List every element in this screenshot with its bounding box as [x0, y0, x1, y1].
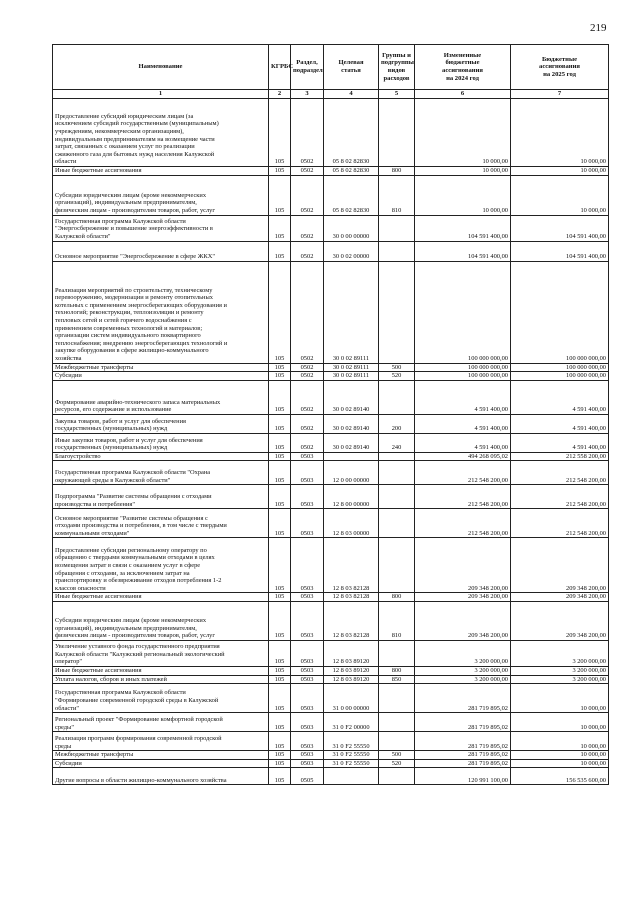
column-number: 4 — [324, 90, 379, 99]
row-target: 12 8 03 82128 — [324, 593, 379, 602]
row-group: 520 — [379, 759, 415, 768]
row-amount-2025: 10 000,00 — [511, 732, 609, 751]
row-amount-2025: 10 000,00 — [511, 751, 609, 760]
row-section: 0502 — [291, 433, 324, 452]
header-target: Целевая статья — [324, 45, 379, 90]
row-group — [379, 768, 415, 785]
column-number: 3 — [291, 90, 324, 99]
row-section: 0503 — [291, 684, 324, 713]
row-amount-2024: 4 591 400,00 — [415, 380, 511, 414]
row-ktrbs: 105 — [269, 215, 291, 241]
row-amount-2024: 281 719 895,02 — [415, 684, 511, 713]
row-name: Иные бюджетные ассигнования — [53, 593, 269, 602]
row-name: Субсидии — [53, 759, 269, 768]
column-number: 1 — [53, 90, 269, 99]
row-name: Закупка товаров, работ и услуг для обеспечения государственных (муниципальных) нужд — [53, 414, 269, 433]
row-group: 810 — [379, 601, 415, 640]
row-section: 0503 — [291, 538, 324, 593]
row-amount-2025: 100 000 000,00 — [511, 363, 609, 372]
row-section: 0503 — [291, 751, 324, 760]
row-section: 0503 — [291, 601, 324, 640]
row-ktrbs: 105 — [269, 538, 291, 593]
row-section: 0502 — [291, 99, 324, 167]
row-amount-2024: 212 548 200,00 — [415, 509, 511, 538]
row-amount-2025: 10 000,00 — [511, 713, 609, 732]
row-section: 0502 — [291, 372, 324, 381]
row-section: 0503 — [291, 485, 324, 509]
row-target: 12 8 03 89120 — [324, 675, 379, 684]
row-group: 200 — [379, 414, 415, 433]
row-ktrbs: 105 — [269, 175, 291, 215]
table-row — [53, 675, 609, 684]
row-ktrbs: 105 — [269, 732, 291, 751]
table-row — [53, 640, 609, 666]
table-row — [53, 372, 609, 381]
row-group: 850 — [379, 675, 415, 684]
row-section: 0503 — [291, 452, 324, 461]
row-ktrbs: 105 — [269, 433, 291, 452]
row-section: 0503 — [291, 713, 324, 732]
row-section: 0502 — [291, 261, 324, 363]
row-amount-2024: 120 991 100,00 — [415, 768, 511, 785]
row-ktrbs: 105 — [269, 380, 291, 414]
row-amount-2025: 104 591 400,00 — [511, 215, 609, 241]
row-target: 12 0 00 00000 — [324, 461, 379, 485]
row-group — [379, 461, 415, 485]
table-row — [53, 601, 609, 640]
row-group — [379, 215, 415, 241]
row-amount-2024: 104 591 400,00 — [415, 241, 511, 261]
row-amount-2024: 281 719 895,02 — [415, 732, 511, 751]
row-name: Предоставление субсидии региональному оператору по обращению с твердыми коммунальными отходами в целях возмещения затрат в связи с оказанием услуг в сфере обращения с отходами, за исключением затрат на транспортировку и обезвреживание отходов потребления 1-2 классов опасности — [53, 538, 269, 593]
column-number: 2 — [269, 90, 291, 99]
row-group — [379, 538, 415, 593]
row-amount-2024: 212 548 200,00 — [415, 485, 511, 509]
table-row — [53, 593, 609, 602]
row-name: Государственная программа Калужской области "Охрана окружающей среды в Калужской области" — [53, 461, 269, 485]
row-group — [379, 261, 415, 363]
table-row — [53, 713, 609, 732]
row-section: 0503 — [291, 732, 324, 751]
table-row — [53, 261, 609, 363]
header-ktrbs: КГРБС — [269, 45, 291, 90]
row-group — [379, 99, 415, 167]
row-group: 500 — [379, 751, 415, 760]
row-amount-2024: 100 000 000,00 — [415, 261, 511, 363]
table-row — [53, 509, 609, 538]
row-ktrbs: 105 — [269, 713, 291, 732]
row-amount-2024: 104 591 400,00 — [415, 215, 511, 241]
row-name: Межбюджетные трансферты — [53, 751, 269, 760]
row-name: Государственная программа Калужской области "Энергосбережение и повышение энергоэффективности в Калужской области" — [53, 215, 269, 241]
row-target — [324, 768, 379, 785]
row-group — [379, 713, 415, 732]
row-name: Основное мероприятие "Энергосбережение в сфере ЖКХ" — [53, 241, 269, 261]
row-name: Предоставление субсидий юридическим лицам (за исключением субсидий государственным (муниципальным) учреждениям, некоммерческим организациям), индивидуальным предпринимателям на возмещение части затрат, связанных с оказанием услуг по реализации сжиженного газа для бытовых нужд населения Калужской области — [53, 99, 269, 167]
row-group: 240 — [379, 433, 415, 452]
row-name: Межбюджетные трансферты — [53, 363, 269, 372]
row-amount-2024: 100 000 000,00 — [415, 363, 511, 372]
row-amount-2025: 4 591 400,00 — [511, 380, 609, 414]
row-target: 30 0 02 89140 — [324, 380, 379, 414]
row-ktrbs: 105 — [269, 261, 291, 363]
row-ktrbs: 105 — [269, 167, 291, 176]
row-target: 05 8 02 82830 — [324, 175, 379, 215]
row-section: 0503 — [291, 666, 324, 675]
table-row — [53, 175, 609, 215]
row-section: 0502 — [291, 414, 324, 433]
row-name: Реализация мероприятий по строительству, техническому перевооружению, модернизации и ремонту отопительных котельных с применением энергосберегающих оборудования и технологий; реконструкции, теплоизоляции и ремонту тепловых сетей и сетей горячего водоснабжения с применением современных технологий и материалов; организации систем индивидуального поквартирного теплоснабжения; внедрению энергосберегающих технологий и закупке оборудования в сфере жилищно-коммунального хозяйства — [53, 261, 269, 363]
row-ktrbs: 105 — [269, 593, 291, 602]
row-ktrbs: 105 — [269, 751, 291, 760]
row-name: Субсидии — [53, 372, 269, 381]
table-row — [53, 751, 609, 760]
row-ktrbs: 105 — [269, 675, 291, 684]
row-name: Региональный проект "Формирование комфортной городской среды" — [53, 713, 269, 732]
table-body — [53, 99, 609, 785]
row-target: 12 8 03 00000 — [324, 509, 379, 538]
row-amount-2025: 100 000 000,00 — [511, 261, 609, 363]
row-amount-2024: 4 591 400,00 — [415, 433, 511, 452]
row-group: 800 — [379, 593, 415, 602]
row-ktrbs: 105 — [269, 759, 291, 768]
row-amount-2024: 281 719 895,02 — [415, 713, 511, 732]
row-target: 30 0 02 00000 — [324, 241, 379, 261]
row-amount-2025: 212 558 200,00 — [511, 452, 609, 461]
row-amount-2024: 209 348 200,00 — [415, 538, 511, 593]
header-section: Раздел, подраздел — [291, 45, 324, 90]
row-ktrbs: 105 — [269, 601, 291, 640]
header-budget-2025: Бюджетные ассигнования на 2025 год — [511, 45, 609, 90]
row-amount-2024: 3 200 000,00 — [415, 675, 511, 684]
row-group — [379, 640, 415, 666]
row-name: Уплата налогов, сборов и иных платежей — [53, 675, 269, 684]
row-ktrbs: 105 — [269, 640, 291, 666]
row-ktrbs: 105 — [269, 452, 291, 461]
row-target: 30 0 00 00000 — [324, 215, 379, 241]
row-group: 800 — [379, 167, 415, 176]
row-target: 31 0 F2 55550 — [324, 751, 379, 760]
row-name: Формирование аварийно-технического запаса материальных ресурсов, его содержание и использование — [53, 380, 269, 414]
table-row — [53, 380, 609, 414]
header-changed-2024: Измененные бюджетные ассигнования на 2024 год — [415, 45, 511, 90]
row-ktrbs: 105 — [269, 666, 291, 675]
row-amount-2024: 281 719 895,02 — [415, 751, 511, 760]
row-section: 0502 — [291, 380, 324, 414]
row-ktrbs: 105 — [269, 768, 291, 785]
row-amount-2025: 10 000,00 — [511, 684, 609, 713]
row-name: Основное мероприятие "Развитие системы обращения с отходами производства и потребления, в том числе с твердыми коммунальными отходами" — [53, 509, 269, 538]
row-amount-2024: 494 268 095,02 — [415, 452, 511, 461]
row-name: Подпрограмма "Развитие системы обращения с отходами производства и потребления" — [53, 485, 269, 509]
row-group — [379, 684, 415, 713]
column-number: 5 — [379, 90, 415, 99]
row-target: 31 0 F2 00000 — [324, 713, 379, 732]
row-target: 30 0 02 89111 — [324, 372, 379, 381]
row-target — [324, 452, 379, 461]
row-ktrbs: 105 — [269, 99, 291, 167]
row-group: 810 — [379, 175, 415, 215]
row-section: 0503 — [291, 461, 324, 485]
row-amount-2025: 3 200 000,00 — [511, 675, 609, 684]
row-ktrbs: 105 — [269, 363, 291, 372]
row-amount-2025: 212 548 200,00 — [511, 509, 609, 538]
row-target: 30 0 02 89140 — [324, 433, 379, 452]
row-name: Иные бюджетные ассигнования — [53, 666, 269, 675]
row-target: 12 8 00 00000 — [324, 485, 379, 509]
row-amount-2025: 10 000,00 — [511, 175, 609, 215]
table-row — [53, 363, 609, 372]
budget-table — [52, 44, 609, 785]
row-amount-2024: 4 591 400,00 — [415, 414, 511, 433]
row-group: 520 — [379, 372, 415, 381]
table-row — [53, 684, 609, 713]
row-section: 0503 — [291, 593, 324, 602]
table-row — [53, 452, 609, 461]
row-amount-2024: 100 000 000,00 — [415, 372, 511, 381]
row-ktrbs: 105 — [269, 485, 291, 509]
column-number: 6 — [415, 90, 511, 99]
row-name: Иные закупки товаров, работ и услуг для обеспечения государственных (муниципальных) нужд — [53, 433, 269, 452]
row-amount-2024: 212 548 200,00 — [415, 461, 511, 485]
row-target: 05 8 02 82830 — [324, 99, 379, 167]
row-section: 0502 — [291, 167, 324, 176]
row-target: 12 8 03 89120 — [324, 666, 379, 675]
row-section: 0502 — [291, 241, 324, 261]
row-group — [379, 509, 415, 538]
row-group — [379, 241, 415, 261]
row-ktrbs: 105 — [269, 414, 291, 433]
row-amount-2025: 10 000,00 — [511, 99, 609, 167]
row-amount-2025: 10 000,00 — [511, 167, 609, 176]
table-row — [53, 666, 609, 675]
row-amount-2025: 156 535 600,00 — [511, 768, 609, 785]
row-section: 0502 — [291, 215, 324, 241]
row-name: Благоустройство — [53, 452, 269, 461]
row-section: 0503 — [291, 640, 324, 666]
row-amount-2025: 3 200 000,00 — [511, 666, 609, 675]
row-ktrbs: 105 — [269, 372, 291, 381]
row-target: 12 8 03 82128 — [324, 538, 379, 593]
row-section: 0503 — [291, 759, 324, 768]
row-name: Субсидии юридическим лицам (кроме некоммерческих организаций), индивидуальным предпринимателям, физическим лицам - производителям товаров, работ, услуг — [53, 601, 269, 640]
row-amount-2025: 209 348 200,00 — [511, 593, 609, 602]
row-amount-2024: 209 348 200,00 — [415, 601, 511, 640]
row-section: 0505 — [291, 768, 324, 785]
page-number: 219 — [590, 22, 607, 34]
row-amount-2025: 10 000,00 — [511, 759, 609, 768]
row-group: 800 — [379, 666, 415, 675]
table-row — [53, 768, 609, 785]
table-header-row — [53, 45, 609, 90]
row-target: 12 8 03 82128 — [324, 601, 379, 640]
row-amount-2024: 10 000,00 — [415, 175, 511, 215]
row-section: 0502 — [291, 363, 324, 372]
row-target: 30 0 02 89111 — [324, 363, 379, 372]
table-row — [53, 485, 609, 509]
row-section: 0502 — [291, 175, 324, 215]
row-amount-2025: 212 548 200,00 — [511, 461, 609, 485]
row-target: 30 0 02 89140 — [324, 414, 379, 433]
row-target: 05 8 02 82830 — [324, 167, 379, 176]
row-group — [379, 485, 415, 509]
row-name: Увеличение уставного фонда государственного предприятия Калужской области "Калужский региональный экологический оператор" — [53, 640, 269, 666]
row-amount-2025: 209 348 200,00 — [511, 538, 609, 593]
row-amount-2024: 3 200 000,00 — [415, 640, 511, 666]
row-ktrbs: 105 — [269, 241, 291, 261]
row-name: Реализация программ формирования современной городской среды — [53, 732, 269, 751]
table-row — [53, 414, 609, 433]
header-name: Наименование — [53, 45, 269, 90]
row-name: Государственная программа Калужской области "Формирование современной городской среды в Калужской области" — [53, 684, 269, 713]
row-ktrbs: 105 — [269, 684, 291, 713]
table-row — [53, 461, 609, 485]
table-row — [53, 215, 609, 241]
row-amount-2025: 212 548 200,00 — [511, 485, 609, 509]
row-ktrbs: 105 — [269, 509, 291, 538]
row-section: 0503 — [291, 675, 324, 684]
row-amount-2024: 281 719 895,02 — [415, 759, 511, 768]
row-amount-2025: 4 591 400,00 — [511, 433, 609, 452]
row-amount-2025: 104 591 400,00 — [511, 241, 609, 261]
row-amount-2025: 3 200 000,00 — [511, 640, 609, 666]
row-group — [379, 452, 415, 461]
table-row — [53, 167, 609, 176]
row-name: Субсидии юридическим лицам (кроме некоммерческих организаций), индивидуальным предпринимателям, физическим лицам - производителям товаров, работ, услуг — [53, 175, 269, 215]
row-amount-2025: 209 348 200,00 — [511, 601, 609, 640]
row-group: 500 — [379, 363, 415, 372]
row-group — [379, 732, 415, 751]
table-row — [53, 241, 609, 261]
row-amount-2025: 4 591 400,00 — [511, 414, 609, 433]
row-ktrbs: 105 — [269, 461, 291, 485]
row-section: 0503 — [291, 509, 324, 538]
table-row — [53, 538, 609, 593]
table-row — [53, 732, 609, 751]
table-row — [53, 759, 609, 768]
row-amount-2024: 209 348 200,00 — [415, 593, 511, 602]
row-name: Иные бюджетные ассигнования — [53, 167, 269, 176]
row-name: Другие вопросы в области жилищно-коммунального хозяйства — [53, 768, 269, 785]
row-amount-2024: 10 000,00 — [415, 99, 511, 167]
column-number-row — [53, 90, 609, 99]
row-amount-2024: 3 200 000,00 — [415, 666, 511, 675]
row-target: 12 8 03 89120 — [324, 640, 379, 666]
row-target: 31 0 F2 55550 — [324, 759, 379, 768]
table-row — [53, 99, 609, 167]
table-row — [53, 433, 609, 452]
column-number: 7 — [511, 90, 609, 99]
header-groups: Группы и подгруппы видов расходов — [379, 45, 415, 90]
row-amount-2025: 100 000 000,00 — [511, 372, 609, 381]
row-target: 31 0 00 00000 — [324, 684, 379, 713]
row-amount-2024: 10 000,00 — [415, 167, 511, 176]
row-target: 30 0 02 89111 — [324, 261, 379, 363]
row-target: 31 0 F2 55550 — [324, 732, 379, 751]
row-group — [379, 380, 415, 414]
